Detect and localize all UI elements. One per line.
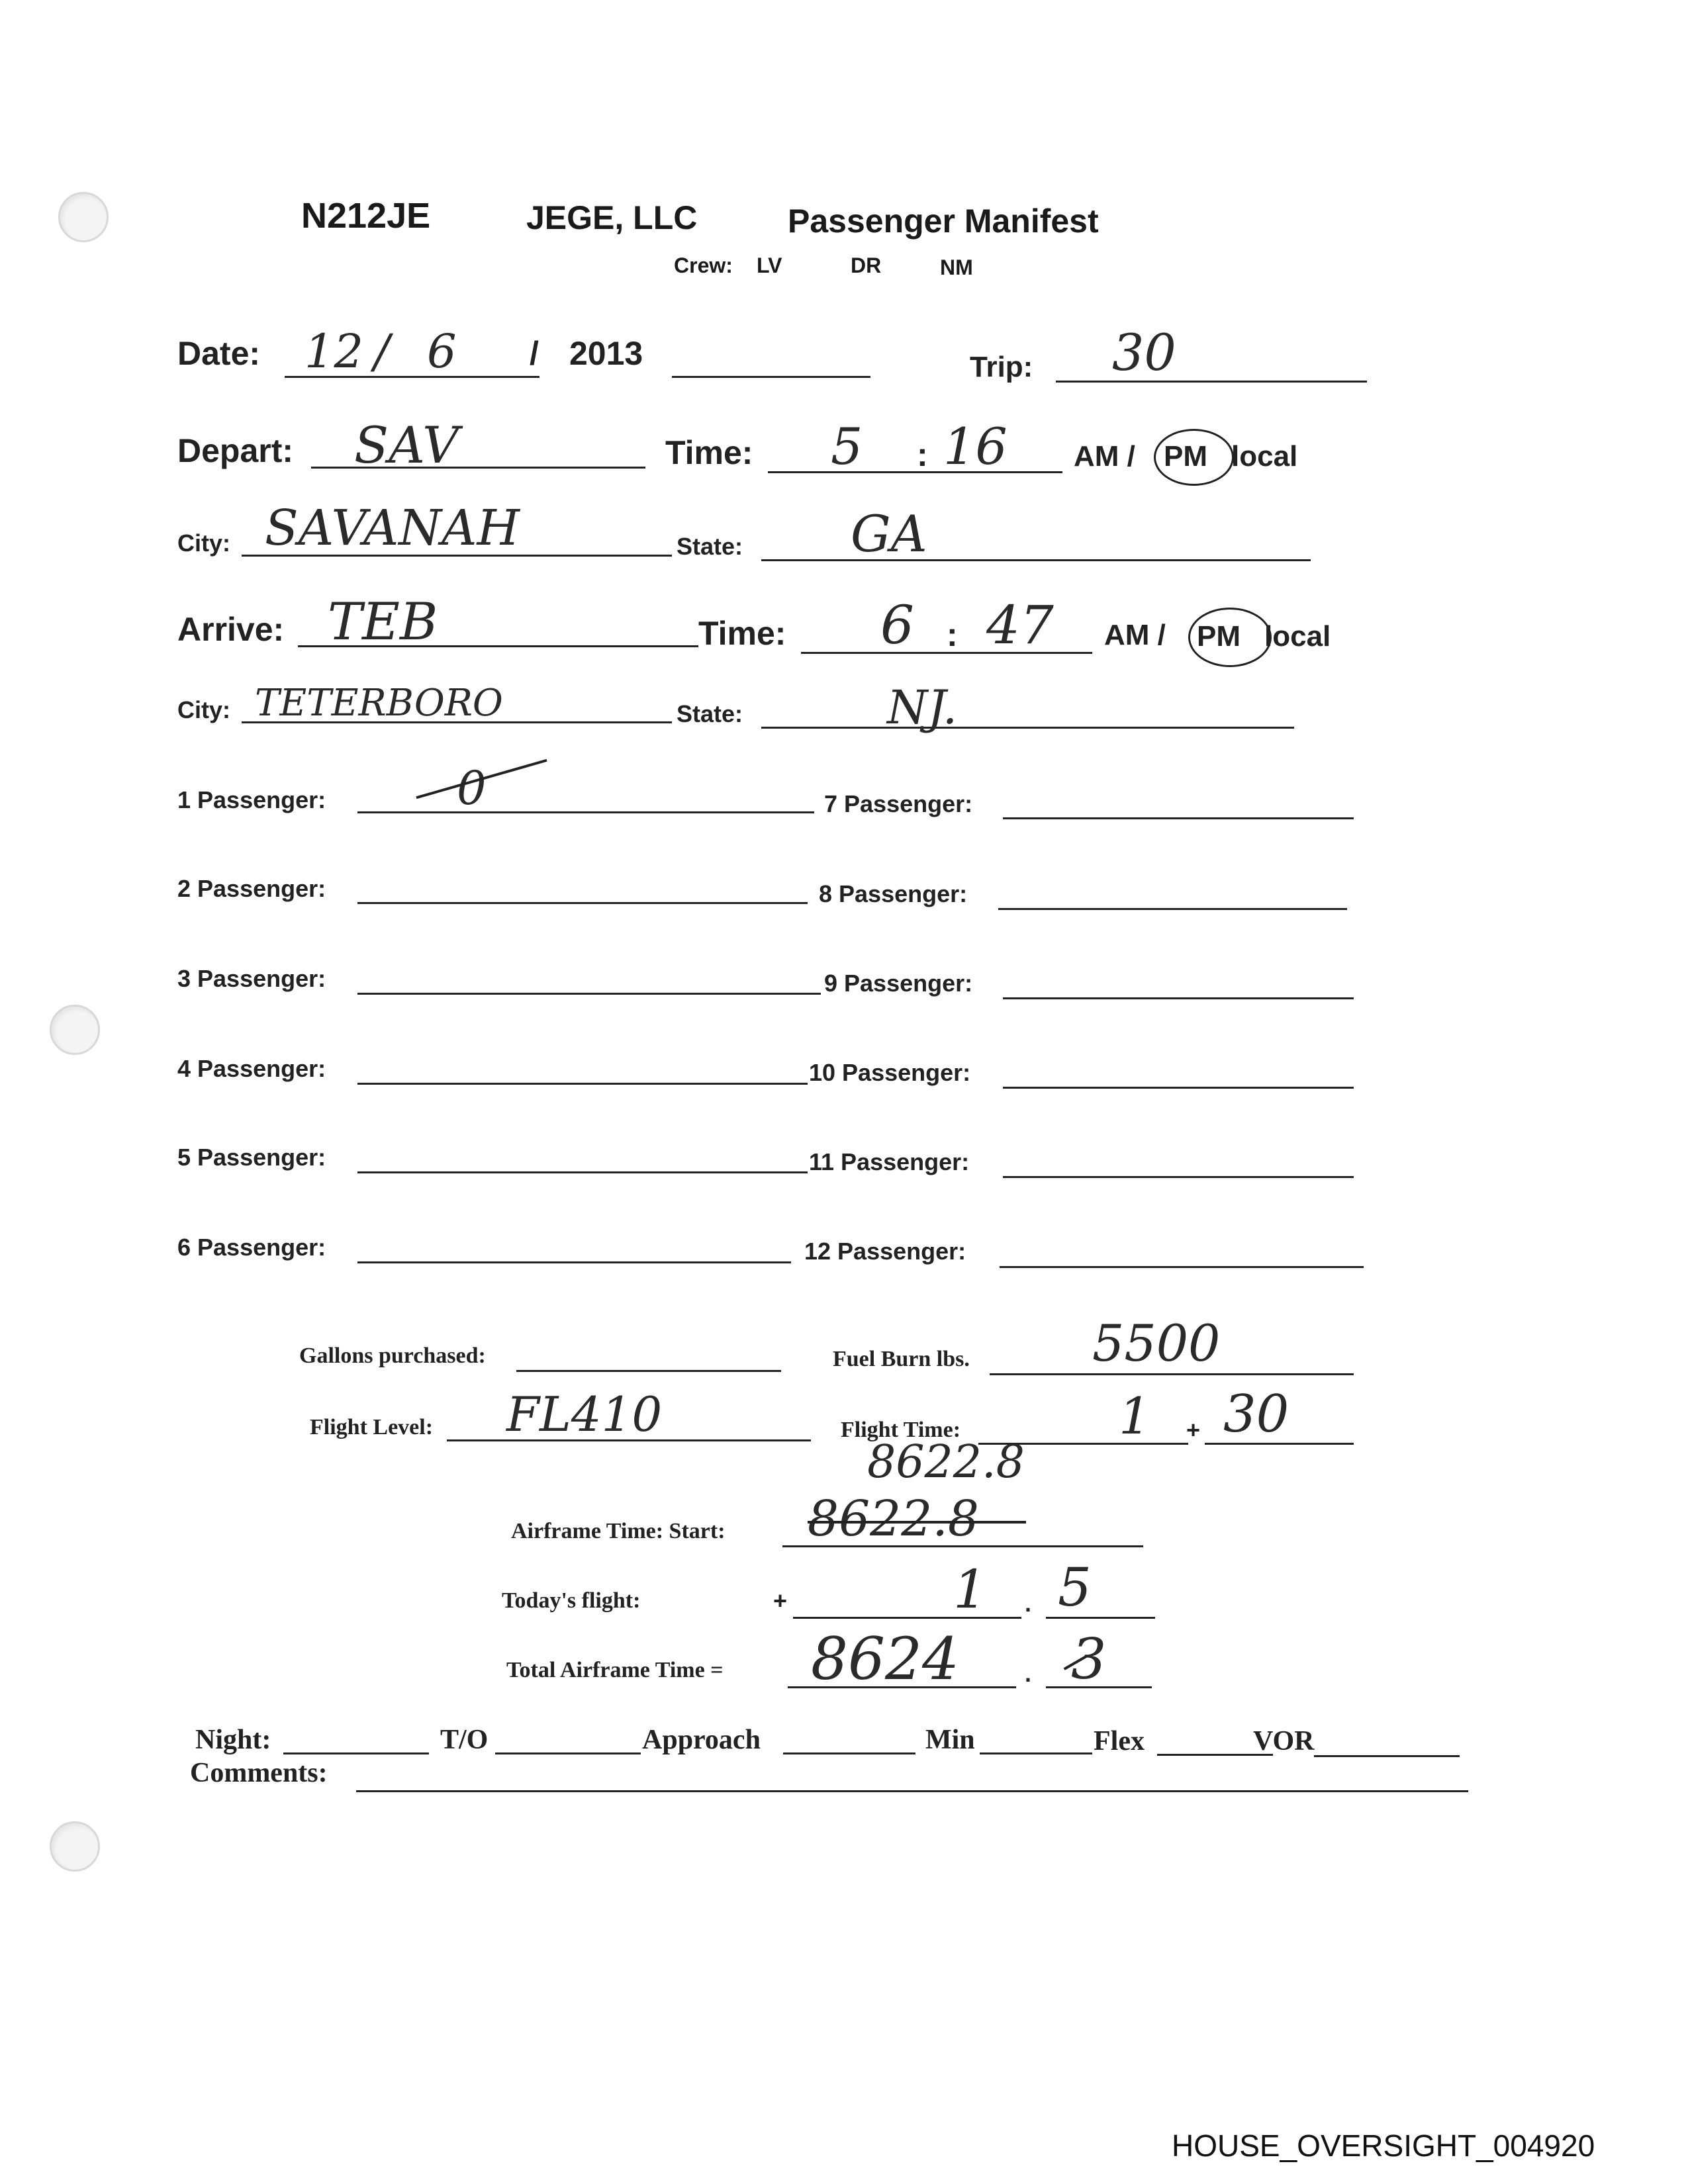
depart-pm-circle — [1154, 429, 1234, 486]
crew-member-1: LV — [757, 253, 782, 277]
comments-line[interactable] — [356, 1790, 1468, 1792]
crew-member-3: NM — [940, 255, 973, 279]
total-airframe-int: 8624 — [811, 1625, 959, 1693]
depart-minute: 16 — [943, 417, 1008, 476]
depart-city-label: City: — [177, 529, 230, 557]
vor-label: VOR — [1253, 1726, 1315, 1756]
date-year-line — [672, 376, 870, 378]
passenger-12-line[interactable] — [1000, 1266, 1364, 1268]
flight-level-value: FL410 — [506, 1387, 663, 1442]
flight-time-minutes: 30 — [1223, 1385, 1289, 1444]
trip-label: Trip: — [970, 351, 1033, 383]
passenger-7-line[interactable] — [1003, 817, 1354, 819]
todays-flight-dec: 5 — [1058, 1557, 1092, 1618]
crew-label: Crew: — [674, 253, 733, 277]
depart-state: GA — [851, 504, 927, 563]
passenger-2-label: 2 Passenger: — [177, 875, 326, 902]
passenger-4-line[interactable] — [357, 1083, 808, 1085]
vor-line[interactable] — [1314, 1755, 1460, 1757]
flight-time-label: Flight Time: — [841, 1418, 961, 1442]
date-day: 6 — [427, 324, 457, 379]
approach-line[interactable] — [783, 1752, 915, 1754]
passenger-9-label: 9 Passenger: — [824, 970, 973, 997]
arrive-local: local — [1264, 620, 1331, 653]
passenger-1-value: 0 — [457, 761, 487, 815]
passenger-3-line[interactable] — [357, 993, 821, 995]
passenger-11-line[interactable] — [1003, 1176, 1354, 1178]
depart-airport: SAV — [354, 416, 459, 475]
gallons-label: Gallons purchased: — [299, 1343, 486, 1368]
todays-flight-plus: + — [773, 1587, 788, 1614]
depart-time-colon: : — [917, 436, 928, 473]
depart-label: Depart: — [177, 432, 294, 469]
total-airframe-dot: . — [1025, 1660, 1032, 1687]
fuel-burn-label: Fuel Burn lbs. — [833, 1347, 970, 1371]
depart-local: local — [1231, 440, 1298, 473]
depart-time-line — [768, 471, 1062, 473]
passenger-5-label: 5 Passenger: — [177, 1144, 326, 1171]
airframe-start-label: Airframe Time: Start: — [511, 1519, 726, 1543]
arrive-minute: 47 — [986, 594, 1054, 656]
fuel-burn-line[interactable] — [990, 1373, 1354, 1375]
todays-flight-int: 1 — [953, 1559, 987, 1620]
takeoff-label: T/O — [440, 1725, 489, 1755]
passenger-10-label: 10 Passenger: — [809, 1059, 971, 1086]
takeoff-line[interactable] — [495, 1752, 641, 1754]
flex-label: Flex — [1094, 1726, 1145, 1756]
arrive-state-label: State: — [677, 700, 743, 727]
depart-state-label: State: — [677, 533, 743, 560]
passenger-1-label: 1 Passenger: — [177, 786, 326, 813]
arrive-pm-circle — [1188, 608, 1272, 667]
total-airframe-dec: 3 — [1071, 1627, 1107, 1692]
flight-level-label: Flight Level: — [310, 1415, 434, 1439]
passenger-5-line[interactable] — [357, 1171, 808, 1173]
passenger-11-label: 11 Passenger: — [809, 1148, 970, 1175]
min-label: Min — [925, 1725, 975, 1755]
depart-pm-selected[interactable]: PM — [1164, 440, 1207, 473]
min-line[interactable] — [980, 1752, 1092, 1754]
depart-am: AM / — [1074, 440, 1135, 473]
flight-time-hours: 1 — [1119, 1387, 1151, 1445]
comments-label: Comments: — [190, 1758, 328, 1788]
arrive-time-label: Time: — [698, 615, 786, 652]
date-sep-2: / — [530, 335, 539, 372]
passenger-6-line[interactable] — [357, 1261, 791, 1263]
arrive-pm-selected[interactable]: PM — [1197, 620, 1241, 653]
date-sep-1: / — [374, 324, 390, 379]
tail-number: N212JE — [301, 196, 431, 236]
date-month: 12 — [305, 324, 364, 379]
airframe-start-value: 8622.8 — [808, 1490, 979, 1547]
crew-member-2: DR — [851, 253, 882, 277]
company-name: JEGE, LLC — [526, 199, 698, 236]
todays-flight-dot: . — [1025, 1590, 1032, 1617]
arrive-airport: TEB — [328, 592, 438, 652]
night-label: Night: — [195, 1725, 271, 1755]
fuel-burn-value: 5500 — [1092, 1314, 1221, 1373]
airframe-start-correction: 8622.8 — [867, 1436, 1025, 1488]
passenger-8-label: 8 Passenger: — [819, 880, 968, 907]
trip-line — [1056, 381, 1367, 383]
passenger-10-line[interactable] — [1003, 1087, 1354, 1089]
passenger-4-label: 4 Passenger: — [177, 1055, 326, 1082]
total-airframe-label: Total Airframe Time = — [506, 1658, 724, 1682]
passenger-2-line[interactable] — [357, 902, 808, 904]
passenger-3-label: 3 Passenger: — [177, 965, 326, 992]
arrive-state: NJ. — [887, 680, 958, 735]
arrive-label: Arrive: — [177, 611, 285, 648]
depart-state-line — [761, 559, 1311, 561]
gallons-line[interactable] — [516, 1370, 781, 1372]
passenger-1-line[interactable] — [357, 811, 814, 813]
arrive-am: AM / — [1104, 619, 1166, 651]
flight-time-plus: + — [1186, 1416, 1201, 1443]
night-line[interactable] — [283, 1752, 429, 1754]
todays-flight-label: Today's flight: — [502, 1588, 641, 1613]
passenger-12-label: 12 Passenger: — [804, 1238, 966, 1265]
page-title: Passenger Manifest — [788, 203, 1099, 240]
passenger-7-label: 7 Passenger: — [824, 790, 973, 817]
arrive-time-colon: : — [947, 616, 958, 653]
airframe-start-strike — [808, 1521, 1026, 1524]
depart-time-label: Time: — [665, 434, 753, 471]
arrive-city-label: City: — [177, 696, 230, 723]
date-label: Date: — [177, 335, 261, 372]
depart-city: SAVANAH — [265, 500, 520, 557]
trip-value: 30 — [1112, 323, 1176, 382]
document-id: HOUSE_OVERSIGHT_004920 — [1172, 2128, 1595, 2163]
passenger-6-label: 6 Passenger: — [177, 1234, 326, 1261]
approach-label: Approach — [642, 1725, 761, 1755]
punch-hole-bottom — [50, 1821, 100, 1872]
punch-hole-middle — [50, 1005, 100, 1055]
date-year: 2013 — [569, 335, 643, 372]
arrive-state-line — [761, 727, 1294, 729]
depart-hour: 5 — [831, 417, 863, 476]
arrive-hour: 6 — [880, 594, 914, 656]
punch-hole-top — [58, 192, 109, 242]
arrive-city: TETERBORO — [255, 682, 503, 725]
todays-flight-line-1[interactable] — [793, 1617, 1021, 1619]
passenger-9-line[interactable] — [1003, 997, 1354, 999]
passenger-8-line[interactable] — [998, 908, 1347, 910]
